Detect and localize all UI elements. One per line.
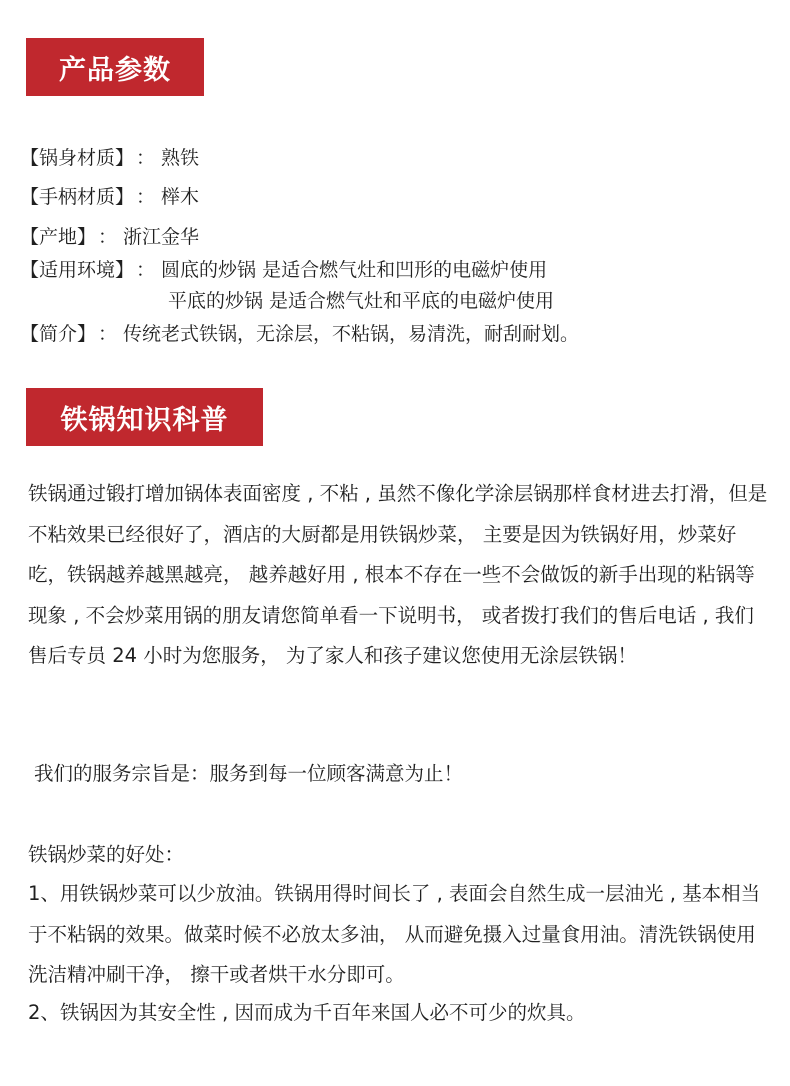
param-label: 【手柄材质】 <box>20 186 135 208</box>
param-handle-material <box>20 185 199 209</box>
param-label: 【适用环境】 <box>20 259 135 281</box>
param-value: 熟铁 <box>161 147 200 169</box>
section-header-knowledge <box>26 388 263 446</box>
benefits-title: 铁锅炒菜的好处： <box>28 843 185 866</box>
param-separator: ： <box>136 186 156 208</box>
param-separator: ： <box>98 323 118 345</box>
knowledge-paragraph: 铁锅通过锻打增加锅体表面密度 , 不粘 , 虽然不像化学涂层锅那样食材进去打滑，但是不粘效果已经很好了，酒店的大厨都是用铁锅炒菜， 主要是因为铁锅好用，炒菜好吃，铁锅越养越黑越亮， 越养越好用 , 根本不存在一些不会做饭的新手出现的粘锅等现象 , 不会炒菜用锅的朋友请您简单看一下说明书， 或者拨打我们的售后电话 , 我们售后专员 24 小时为您服务， 为了家人和孩子建议您使用无涂层铁锅！ <box>28 482 768 667</box>
param-environment <box>20 258 547 282</box>
benefit-item-1: 1、用铁锅炒菜可以少放油。铁锅用得时间长了 , 表面会自然生成一层油光 , 基本相当于不粘锅的效果。做菜时候不必放太多油， 从而避免摄入过量食用油。清洗铁锅使用洗洁精冲刷干净， 擦干或者烘干水分即可。 <box>28 882 761 986</box>
param-value: 榉木 <box>161 186 200 208</box>
param-value: 圆底的炒锅 是适合燃气灶和凹形的电磁炉使用 <box>161 259 548 281</box>
param-intro <box>20 322 579 346</box>
param-label: 【产地】 <box>20 226 97 248</box>
param-value: 传统老式铁锅，无涂层，不粘锅，易清洗，耐刮耐划。 <box>123 323 580 345</box>
param-separator: ： <box>136 147 156 169</box>
param-separator: ： <box>136 259 156 281</box>
param-label: 【简介】 <box>20 323 97 345</box>
section-title: 铁锅知识科普 <box>60 404 229 436</box>
param-separator: ： <box>98 226 118 248</box>
section-title: 产品参数 <box>59 54 171 86</box>
param-origin <box>20 225 199 249</box>
param-value: 浙江金华 <box>123 226 200 248</box>
param-label: 【锅身材质】 <box>20 147 135 169</box>
param-environment-line2: 平底的炒锅 是适合燃气灶和平底的电磁炉使用 <box>168 290 555 312</box>
service-statement: 我们的服务宗旨是：服务到每一位顾客满意为止！ <box>34 762 464 785</box>
param-pot-material <box>20 146 199 170</box>
benefit-item-2: 2、铁锅因为其安全性 , 因而成为千百年来国人必不可少的炊具。 <box>28 1001 586 1024</box>
section-header-product-params <box>26 38 204 96</box>
